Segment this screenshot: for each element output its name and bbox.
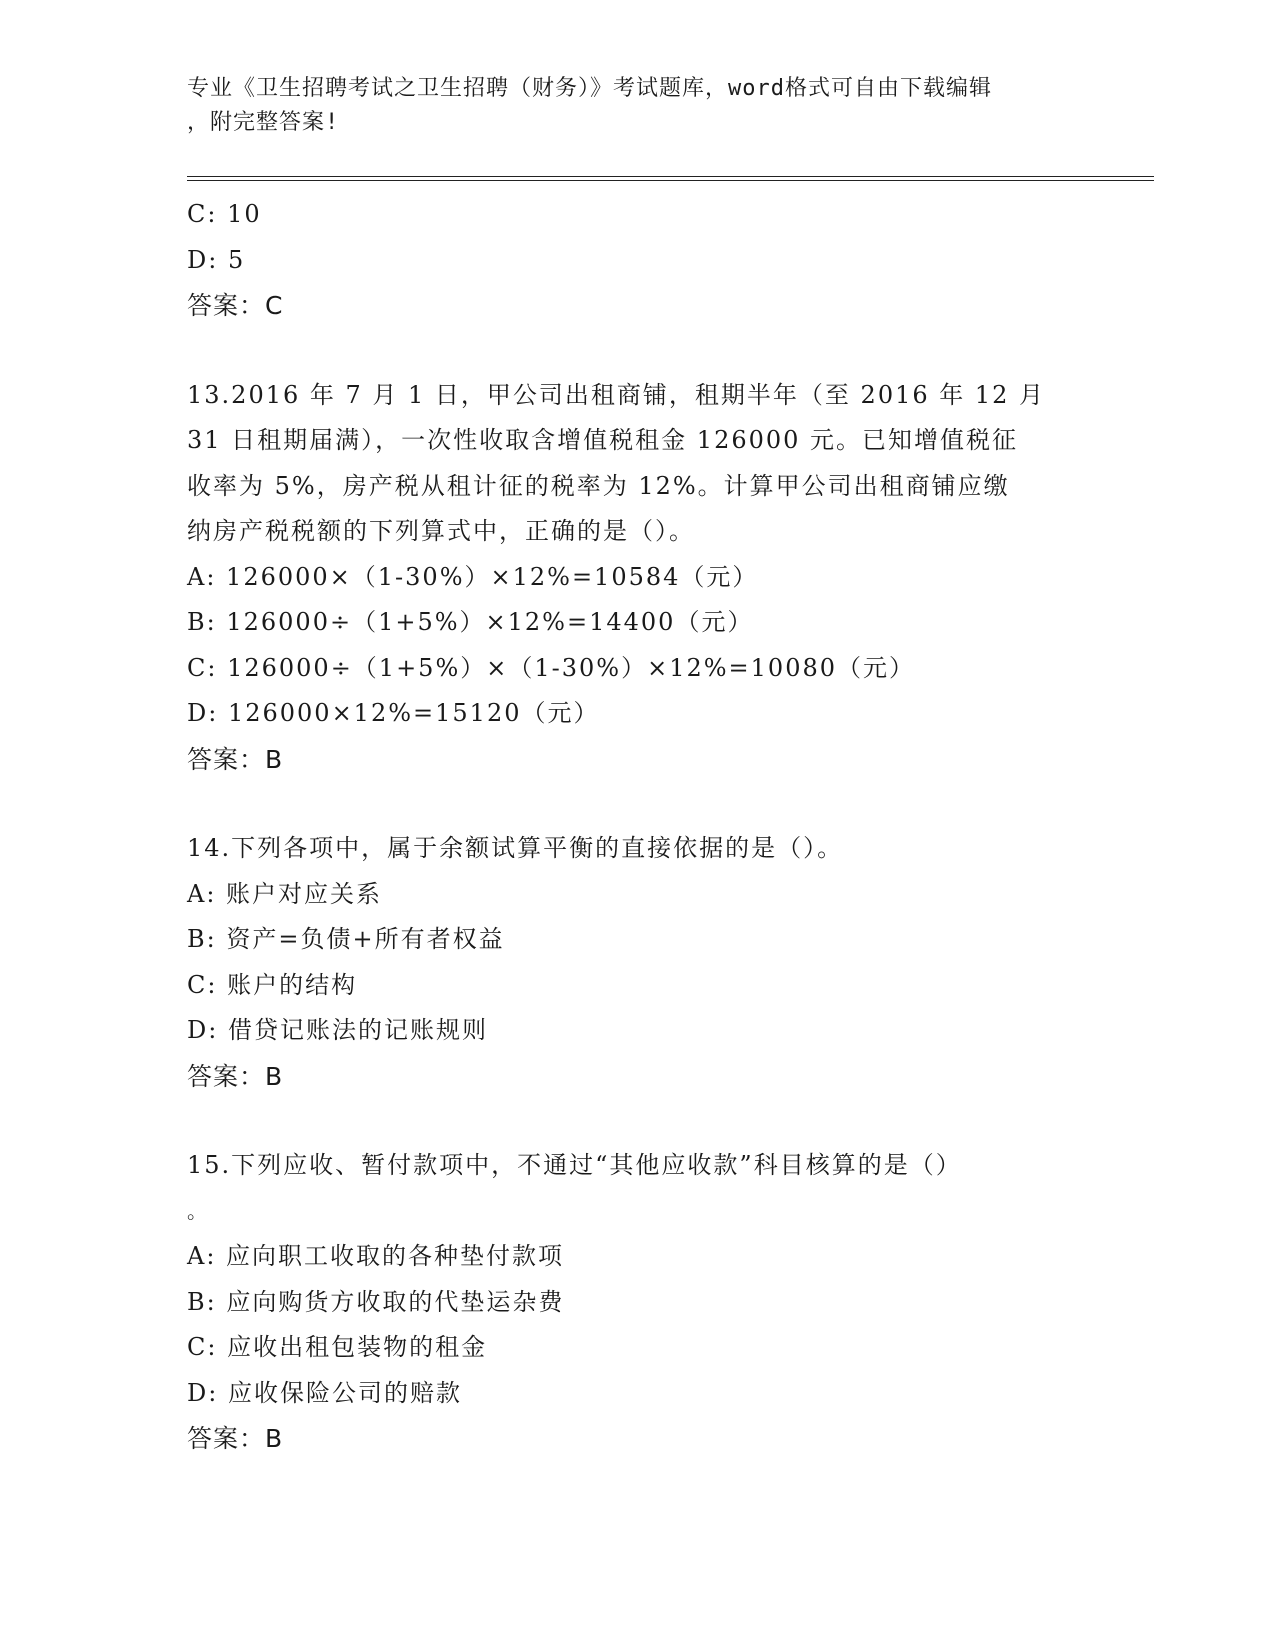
option-a: A: 126000×（1-30%）×12%=10584（元） <box>187 562 759 591</box>
stem-line: 纳房产税税额的下列算式中，正确的是（）。 <box>187 517 695 545</box>
question-12-tail <box>187 192 1107 329</box>
option-c: C: 126000÷（1+5%）×（1-30%）×12%=10080（元） <box>187 653 915 682</box>
option-c: C: 应收出租包装物的租金 <box>187 1333 488 1361</box>
option-d: D: 126000×12%=15120（元） <box>187 699 600 727</box>
stem-line: 31 日租期届满），一次性收取含增值税租金 126000 元。已知增值税征 <box>187 426 1019 454</box>
answer-line: 答案：C <box>187 291 284 320</box>
option-b: B: 126000÷（1+5%）×12%=14400（元） <box>187 608 754 636</box>
question-13 <box>187 373 1107 783</box>
header-line-2: ，附完整答案! <box>187 110 340 135</box>
question-stem: 15.下列应收、暂付款项中，不通过“其他应收款”科目核算的是（） <box>187 1151 962 1179</box>
option-b: B: 应向购货方收取的代垫运杂费 <box>187 1287 565 1316</box>
question-spacer <box>187 782 1107 826</box>
option-a: A: 账户对应关系 <box>187 879 383 908</box>
question-14 <box>187 826 1107 1099</box>
question-15 <box>187 1143 1107 1462</box>
question-stem-tail: 。 <box>187 1198 209 1223</box>
question-stem <box>187 373 1107 555</box>
stem-line: 收率为 5%，房产税从租计征的税率为 12%。计算甲公司出租商铺应缴 <box>187 471 1010 500</box>
question-spacer <box>187 329 1107 373</box>
answer-line: 答案：B <box>187 1061 284 1091</box>
option-c: C: 账户的结构 <box>187 970 358 999</box>
answer-line: 答案：B <box>187 1424 284 1453</box>
header-line-1: 专业《卫生招聘考试之卫生招聘（财务）》考试题库，word格式可自由下载编辑 <box>187 76 992 101</box>
option-d: D: 5 <box>187 245 246 274</box>
option-d: D: 应收保险公司的赔款 <box>187 1378 462 1407</box>
answer-line: 答案：B <box>187 744 284 774</box>
question-spacer <box>187 1099 1107 1143</box>
question-stem: 14.下列各项中，属于余额试算平衡的直接依据的是（）。 <box>187 834 844 862</box>
stem-line: 13.2016 年 7 月 1 日，甲公司出租商铺，租期半年（至 2016 年 12 月 <box>187 380 1046 409</box>
option-d: D: 借贷记账法的记账规则 <box>187 1016 488 1044</box>
option-a: A: 应向职工收取的各种垫付款项 <box>187 1242 565 1270</box>
option-c: C: 10 <box>187 200 262 228</box>
option-b: B: 资产=负债+所有者权益 <box>187 925 505 953</box>
header-divider <box>187 176 1154 181</box>
document-header <box>187 72 1087 140</box>
question-list <box>187 192 1107 1462</box>
